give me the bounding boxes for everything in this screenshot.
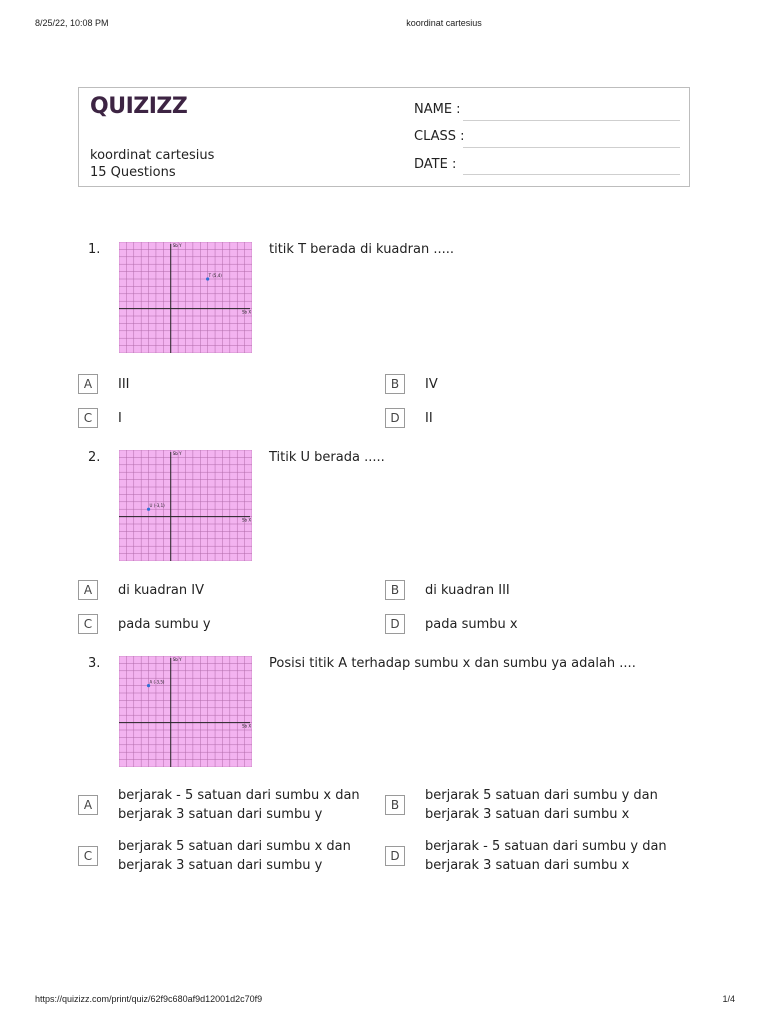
x-axis-label: Sb X — [242, 723, 252, 729]
cartesian-graph — [119, 656, 252, 767]
class-field[interactable] — [463, 147, 680, 148]
quizizz-logo: QUIZIZZ — [90, 94, 188, 119]
y-axis-label: Sb Y — [172, 657, 182, 662]
name-label: NAME : — [414, 102, 461, 117]
question-number: 1. — [88, 242, 101, 257]
class-label: CLASS : — [414, 129, 465, 144]
question-number: 2. — [88, 450, 101, 465]
name-field[interactable] — [463, 120, 680, 121]
option-text-d[interactable]: pada sumbu x — [425, 617, 518, 632]
option-letter-c[interactable]: C — [78, 408, 98, 428]
option-letter-b[interactable]: B — [385, 580, 405, 600]
option-text-b[interactable]: IV — [425, 377, 438, 392]
option-text-d[interactable]: II — [425, 411, 433, 426]
option-text-d[interactable]: berjarak - 5 satuan dari sumbu y dan berjarak 3 satuan dari sumbu x — [425, 839, 667, 873]
question-text: titik T berada di kuadran ..... — [269, 242, 454, 257]
quiz-header — [78, 87, 690, 187]
x-axis-label: Sb X — [242, 517, 252, 523]
option-text-c[interactable]: berjarak 5 satuan dari sumbu x dan berjarak 3 satuan dari sumbu y — [118, 839, 351, 873]
option-text-b[interactable]: di kuadran III — [425, 583, 510, 598]
y-axis-label: Sb Y — [172, 451, 182, 456]
print-url: https://quizizz.com/print/quiz/62f9c680af9d12001d2c70f9 — [35, 994, 263, 1004]
print-title: koordinat cartesius — [406, 18, 482, 28]
point-label: A (-3,5) — [149, 679, 165, 685]
print-datetime: 8/25/22, 10:08 PM — [35, 18, 109, 28]
option-letter-a[interactable]: A — [78, 795, 98, 815]
x-axis-label: Sb X — [242, 309, 252, 315]
option-text-c[interactable]: I — [118, 411, 122, 426]
page-number: 1/4 — [722, 994, 735, 1004]
option-letter-d[interactable]: D — [385, 846, 405, 866]
option-letter-d[interactable]: D — [385, 408, 405, 428]
question-number: 3. — [88, 656, 101, 671]
option-letter-c[interactable]: C — [78, 614, 98, 634]
option-letter-a[interactable]: A — [78, 374, 98, 394]
option-letter-a[interactable]: A — [78, 580, 98, 600]
option-text-b[interactable]: berjarak 5 satuan dari sumbu y dan berjarak 3 satuan dari sumbu x — [425, 788, 658, 822]
option-text-a[interactable]: berjarak - 5 satuan dari sumbu x dan berjarak 3 satuan dari sumbu y — [118, 788, 360, 822]
option-letter-b[interactable]: B — [385, 374, 405, 394]
date-label: DATE : — [414, 157, 457, 172]
option-text-a[interactable]: di kuadran IV — [118, 583, 204, 598]
y-axis-label: Sb Y — [172, 243, 182, 248]
date-field[interactable] — [463, 174, 680, 175]
question-text: Posisi titik A terhadap sumbu x dan sumbu ya adalah .... — [269, 656, 636, 671]
option-text-a[interactable]: III — [118, 377, 130, 392]
point-label: T (5,4) — [208, 273, 222, 278]
option-letter-d[interactable]: D — [385, 614, 405, 634]
cartesian-graph — [119, 450, 252, 561]
point-label: U (-3,1) — [149, 503, 165, 509]
quiz-title: koordinat cartesius — [90, 148, 215, 163]
option-letter-b[interactable]: B — [385, 795, 405, 815]
cartesian-graph — [119, 242, 252, 353]
question-count: 15 Questions — [90, 165, 176, 180]
question-text: Titik U berada ..... — [269, 450, 385, 465]
option-letter-c[interactable]: C — [78, 846, 98, 866]
option-text-c[interactable]: pada sumbu y — [118, 617, 211, 632]
